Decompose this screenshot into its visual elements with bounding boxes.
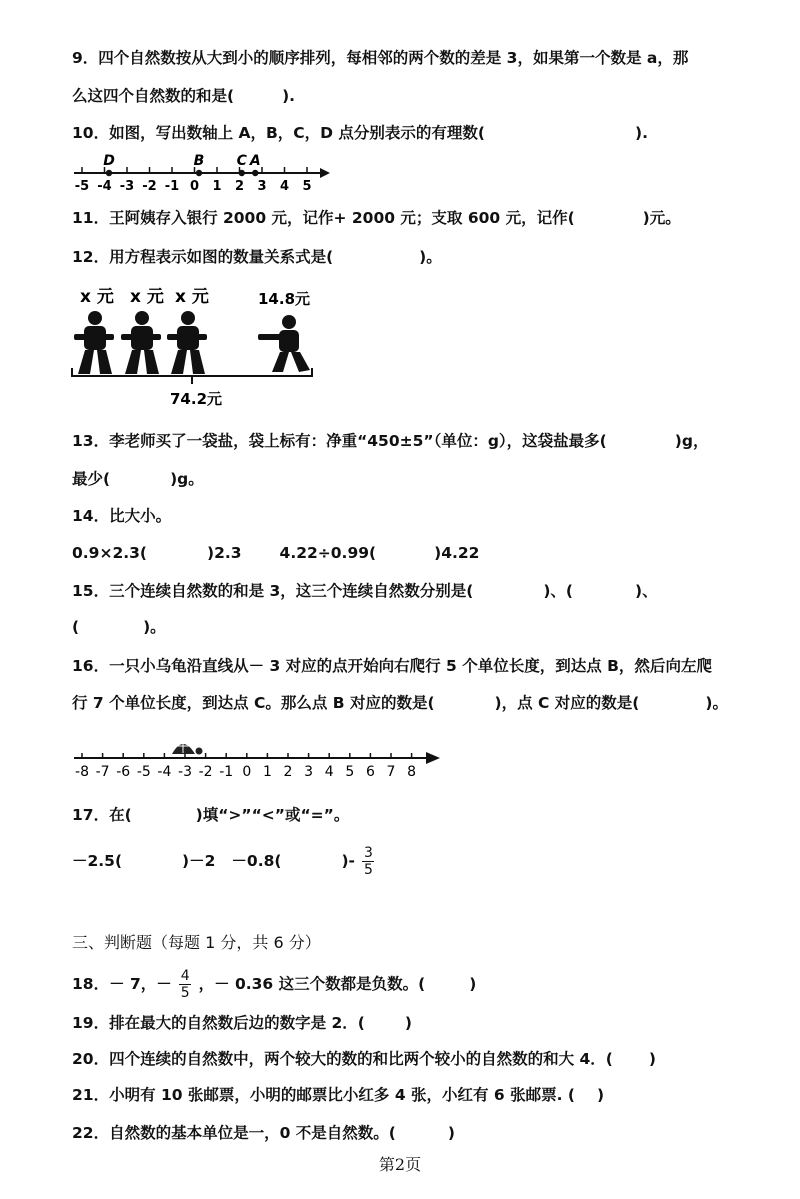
tick-label: 6	[365, 764, 375, 780]
question-12: 12．用方程表示如图的数量关系式是( )。	[72, 248, 442, 266]
question-13-line-1: 13．李老师买了一袋盐，袋上标有：净重“450±5”（单位：g），这袋盐最多( )g，	[72, 432, 709, 450]
point-d	[106, 170, 112, 176]
tick-label: 3	[257, 179, 267, 194]
tick-label: 0	[242, 764, 252, 780]
question-9-line-2: 么这四个自然数的和是( ).	[72, 87, 296, 105]
question-14-title: 14．比大小。	[72, 507, 172, 525]
question-14-exprs: 0.9×2.3( )2.3 4.22÷0.99( )4.22	[72, 544, 480, 562]
turtle-icon	[172, 738, 203, 755]
page-number: 第2页	[378, 1155, 422, 1174]
tick-label: -5	[136, 764, 151, 780]
tick-label: -5	[74, 179, 90, 194]
question-18: 18．－ 7，－ $\frac{4}{5}$ ，－ 0.36 这三个数都是负数。( )	[72, 968, 477, 1001]
point-c	[239, 170, 245, 176]
question-21: 21．小明有 10 张邮票，小明的邮票比小红多 4 张，小红有 6 张邮票. ( )	[72, 1086, 605, 1104]
unit-label-2: x 元	[130, 287, 164, 307]
question-15-line-2: ( )。	[72, 618, 166, 636]
question-16-line-1: 16．一只小乌龟沿直线从－ 3 对应的点开始向右爬行 5 个单位长度，到达点 B，然后向左爬	[72, 657, 712, 675]
tick-label: 1	[212, 179, 222, 194]
tick-label: -8	[75, 764, 89, 780]
point-label-b: B	[193, 153, 205, 169]
axis-arrow	[426, 752, 440, 764]
tick-label: -4	[157, 764, 172, 780]
tick-label: -1	[219, 764, 234, 780]
question-10: 10．如图，写出数轴上 A，B，C，D 点分别表示的有理数( ).	[72, 124, 648, 142]
tick-label: -6	[116, 764, 131, 780]
total-label: 74.2元	[170, 390, 223, 408]
tick-label: 3	[304, 764, 314, 780]
question-9-line-1: 9．四个自然数按从大到小的顺序排列，每相邻的两个数的差是 3，如果第一个数是 a，那	[72, 49, 689, 67]
soldier-icon	[258, 315, 310, 372]
question-20: 20．四个连续的自然数中，两个较大的数的和比两个较小的自然数的和大 4．( )	[72, 1050, 656, 1068]
turtle-shell	[172, 744, 195, 754]
soldier-icon	[167, 311, 207, 374]
point-label-d: D	[103, 153, 115, 169]
point-label-a: A	[249, 153, 261, 169]
question-19: 19．排在最大的自然数后边的数字是 2．( )	[72, 1014, 412, 1032]
tick-label: 7	[386, 764, 396, 780]
section-3-title: 三、判断题（每题 1 分，共 6 分）	[72, 933, 321, 952]
tick-label: 2	[283, 764, 293, 780]
soldier-icon	[121, 311, 161, 374]
tick-label: -3	[119, 179, 135, 194]
point-b	[196, 170, 202, 176]
question-11: 11．王阿姨存入银行 2000 元，记作+ 2000 元；支取 600 元，记作( )元。	[72, 209, 681, 227]
tick-label: -2	[198, 764, 213, 780]
tick-label: -2	[142, 179, 157, 194]
soldier-icon	[74, 311, 114, 374]
tick-label: 1	[262, 764, 272, 780]
point-label-c: C	[236, 153, 247, 169]
tick-label: 4	[324, 764, 334, 780]
tick-label: 4	[279, 179, 290, 194]
tick-label: 5	[302, 179, 312, 194]
unit-label-3: x 元	[175, 287, 209, 307]
question-16-line-2: 行 7 个单位长度，到达点 C。那么点 B 对应的数是( )，点 C 对应的数是( )。	[72, 694, 728, 712]
axis-arrow	[320, 168, 330, 178]
question-22: 22．自然数的基本单位是一，0 不是自然数。( )	[72, 1124, 455, 1142]
question-17-title: 17．在( )填“>”“<”或“=”。	[72, 806, 350, 824]
tick-label: 8	[407, 764, 417, 780]
tick-label: -1	[164, 179, 180, 194]
question-15-line-1: 15．三个连续自然数的和是 3，这三个连续自然数分别是( )、( )、	[72, 582, 658, 600]
extra-label: 14.8元	[258, 290, 311, 308]
turtle-head	[196, 748, 203, 755]
point-a	[252, 170, 258, 176]
tick-label: -4	[97, 179, 112, 194]
tick-label: 2	[234, 179, 245, 194]
tick-label: -7	[95, 764, 110, 780]
tick-label: -3	[178, 764, 192, 780]
tick-label: 0	[189, 179, 200, 194]
question-17-exprs: －2.5( )－2 －0.8( )- $\frac{3}{5}$	[72, 845, 373, 878]
fraction-four-fifths: $\frac{4}{5}$	[180, 968, 190, 1001]
question-13-line-2: 最少( )g。	[72, 470, 204, 488]
fraction-three-fifths: $\frac{3}{5}$	[363, 845, 373, 878]
unit-label-1: x 元	[80, 287, 114, 307]
tick-label: 5	[345, 764, 355, 780]
